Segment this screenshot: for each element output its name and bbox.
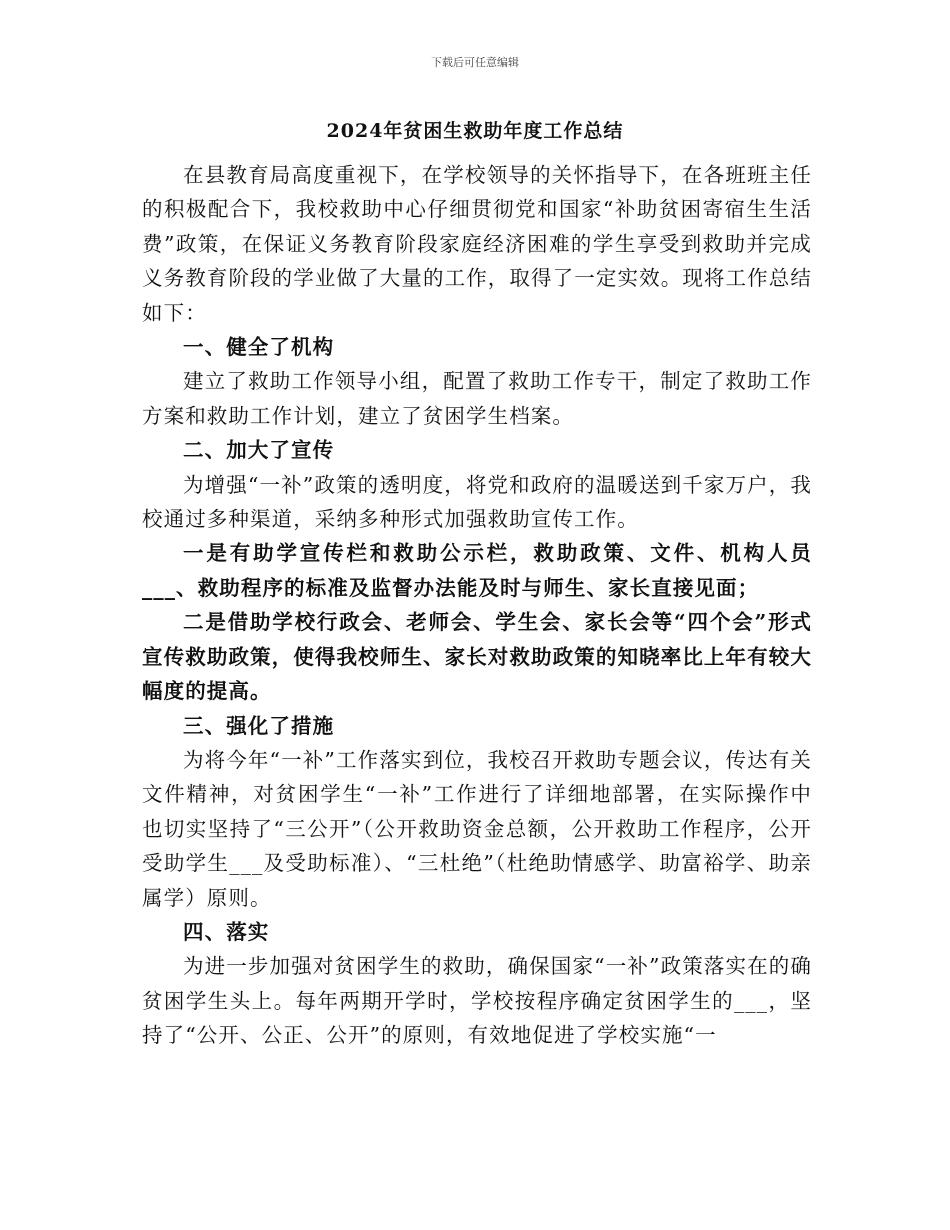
paragraph-institution: 建立了救助工作领导小组，配置了救助工作专干，制定了救助工作方案和救助工作计划，建立了贫困学生档案。 <box>142 369 812 428</box>
header-note: 下载后可任意编辑 <box>431 56 519 69</box>
paragraph-publicity: 为增强“一补”政策的透明度，将党和政府的温暖送到千家万户，我校通过多种渠道，采纳多种形式加强救助宣传工作。 <box>142 472 812 532</box>
paragraph-bulletin-board: 一是有助学宣传栏和救助公示栏，救助政策、文件、机构人员___、救助程序的标准及监督办法能及时与师生、家长直接见面； <box>142 541 812 600</box>
paragraph-measures: 为将今年“一补”工作落实到位，我校召开救助专题会议，传达有关文件精神，对贫困学生“一补”工作进行了详细地部署，在实际操作中也切实坚持了“三公开”（公开救助资金总额，公开救助工作程序，公开受助学生___及受助标准）、“三杜绝”（杜绝助情感学、助富裕学、助亲属学）原则。 <box>142 747 812 910</box>
document-body <box>142 158 812 1053</box>
paragraph-four-meetings: 二是借助学校行政会、老师会、学生会、家长会等“四个会”形式宣传救助政策，使得我校师生、家长对救助政策的知晓率比上年有较大幅度的提高。 <box>142 610 812 704</box>
section-heading-2: 二、加大了宣传 <box>183 438 335 463</box>
paragraph-implementation: 为进一步加强对贫困学生的救助，确保国家“一补”政策落实在的确贫困学生头上。每年两期开学时，学校按程序确定贫困学生的___，坚持了“公开、公正、公开”的原则，有效地促进了学校实施“一 <box>142 954 812 1048</box>
section-heading-3: 三、强化了措施 <box>183 713 335 738</box>
document-title: 2024年贫困生救助年度工作总结 <box>326 120 624 142</box>
section-heading-4: 四、落实 <box>183 919 270 944</box>
section-heading-1: 一、健全了机构 <box>183 335 335 360</box>
paragraph-intro: 在县教育局高度重视下，在学校领导的关怀指导下，在各班班主任的积极配合下，我校救助中心仔细贯彻党和国家“补助贫困寄宿生生活费”政策，在保证义务教育阶段家庭经济困难的学生享受到救助并完成义务教育阶段的学业做了大量的工作，取得了一定实效。现将工作总结如下： <box>142 163 812 325</box>
